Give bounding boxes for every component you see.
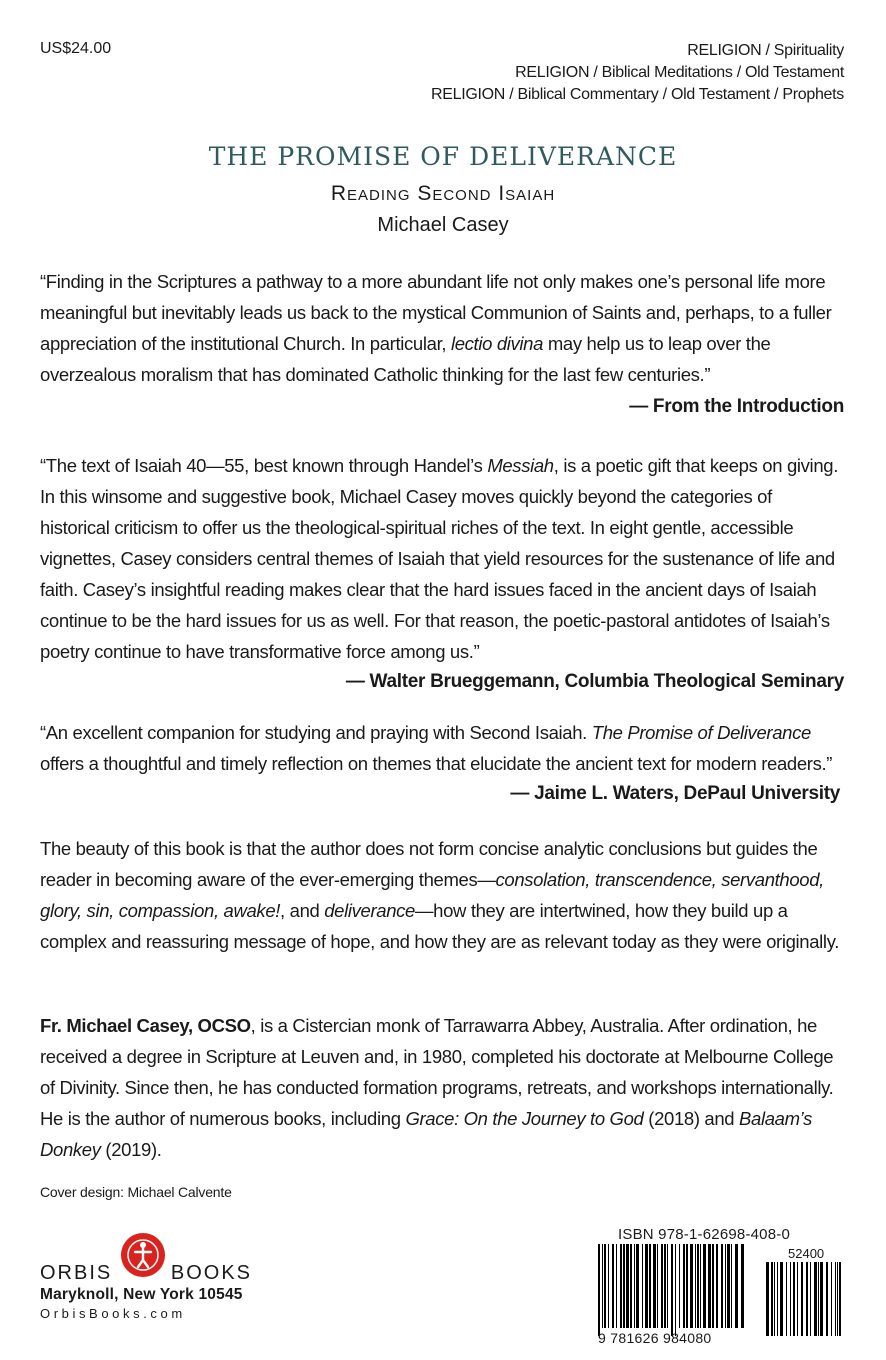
book-title: THE PROMISE OF DELIVERANCE	[208, 142, 678, 171]
quote-waters	[40, 717, 846, 779]
bio-italic: Balaam’s Donkey	[40, 1108, 812, 1160]
quote-text: , is a poetic gift that keeps on giving. In this winsome and suggestive book, Michael Casey moves quickly beyond the categories of historical criticism to offer us the theological-spiritual riches of the text. In eight gentle, accessible vignettes, Casey considers central themes of Isaiah that yield resources for the sustenance of life and faith. Casey’s insightful reading makes clear that the hard issues faced in the ancient days of Isaiah continue to be the hard issues for us as well. For that reason, the poetic-pastoral antidotes of Isaiah’s poetry continue to have transformative force among us.”	[40, 455, 838, 662]
description-text: The beauty of this book is that the author does not form concise analytic conclusions but guides the reader in becoming aware of the ever-emerging themes—	[40, 838, 818, 890]
bio-text: (2018) and	[643, 1108, 740, 1129]
category-line: RELIGION / Spirituality	[687, 42, 844, 59]
publisher-name-left: ORBIS	[40, 1262, 113, 1284]
book-description	[40, 833, 846, 957]
isbn: ISBN 978-1-62698-408-0	[618, 1226, 791, 1243]
quote-attribution: — From the Introduction	[629, 396, 844, 417]
description-italic: deliverance	[324, 900, 415, 921]
barcode-digits: 9 781626 984080	[598, 1330, 712, 1346]
description-italic: consolation, transcendence, servanthood, glory, sin, compassion, awake!	[40, 869, 824, 921]
barcode-price-code: 52400	[788, 1246, 825, 1261]
publisher-location: Maryknoll, New York 10545	[40, 1286, 243, 1303]
bio-italic: Grace: On the Journey to God	[405, 1108, 644, 1129]
bio-name: Fr. Michael Casey, OCSO	[40, 1015, 251, 1036]
description-text: —how they are intertwined, how they build up a complex and reassuring message of hope, and how they are as relevant today as they were originally.	[40, 900, 840, 952]
quote-text: “Finding in the Scriptures a pathway to a more abundant life not only makes one’s personal life more meaningful but inevitably leads us back to the mystical Communion of Saints and, perhaps, to a fuller appreciation of the institutional Church. In particular,	[40, 271, 832, 354]
quote-attribution: — Walter Brueggemann, Columbia Theological Seminary	[345, 671, 844, 692]
categories	[431, 40, 844, 106]
description-text: , and	[280, 900, 325, 921]
category-line: RELIGION / Biblical Meditations / Old Testament	[515, 64, 844, 81]
quote-introduction	[40, 266, 846, 390]
quote-text: may help us to leap over the overzealous moralism that has dominated Catholic thinking for the last few centuries.”	[40, 333, 771, 385]
quote-italic: lectio divina	[450, 333, 544, 354]
orbis-emblem-icon	[120, 1232, 166, 1278]
quote-attribution: — Jaime L. Waters, DePaul University	[510, 783, 840, 804]
bio-text: (2019).	[100, 1139, 162, 1160]
price: US$24.00	[40, 40, 112, 57]
quote-text: “The text of Isaiah 40—55, best known through Handel’s	[40, 455, 488, 476]
publisher-logo	[40, 1232, 252, 1327]
quote-italic: Messiah	[487, 455, 554, 476]
quote-text: “An excellent companion for studying and praying with Second Isaiah.	[40, 722, 592, 743]
book-author: Michael Casey	[377, 214, 509, 236]
quote-text: offers a thoughtful and timely reflection on themes that elucidate the ancient text for modern readers.”	[40, 753, 833, 774]
category-line: RELIGION / Biblical Commentary / Old Testament / Prophets	[431, 86, 844, 103]
book-subtitle: Reading Second Isaiah	[330, 182, 556, 205]
author-bio	[40, 1010, 846, 1165]
publisher-website: OrbisBooks.com	[40, 1306, 186, 1321]
quote-italic: The Promise of Deliverance	[591, 722, 811, 743]
publisher-name-right: BOOKS	[170, 1262, 252, 1284]
cover-credit: Cover design: Michael Calvente	[40, 1184, 232, 1200]
bio-text: , is a Cistercian monk of Tarrawarra Abbey, Australia. After ordination, he received a degree in Scripture at Leuven and, in 1980, completed his doctorate at Melbourne College of Divinity. Since then, he has conducted formation programs, retreats, and workshops internationally. He is the author of numerous books, including	[40, 1015, 834, 1129]
quote-brueggemann	[40, 450, 846, 667]
